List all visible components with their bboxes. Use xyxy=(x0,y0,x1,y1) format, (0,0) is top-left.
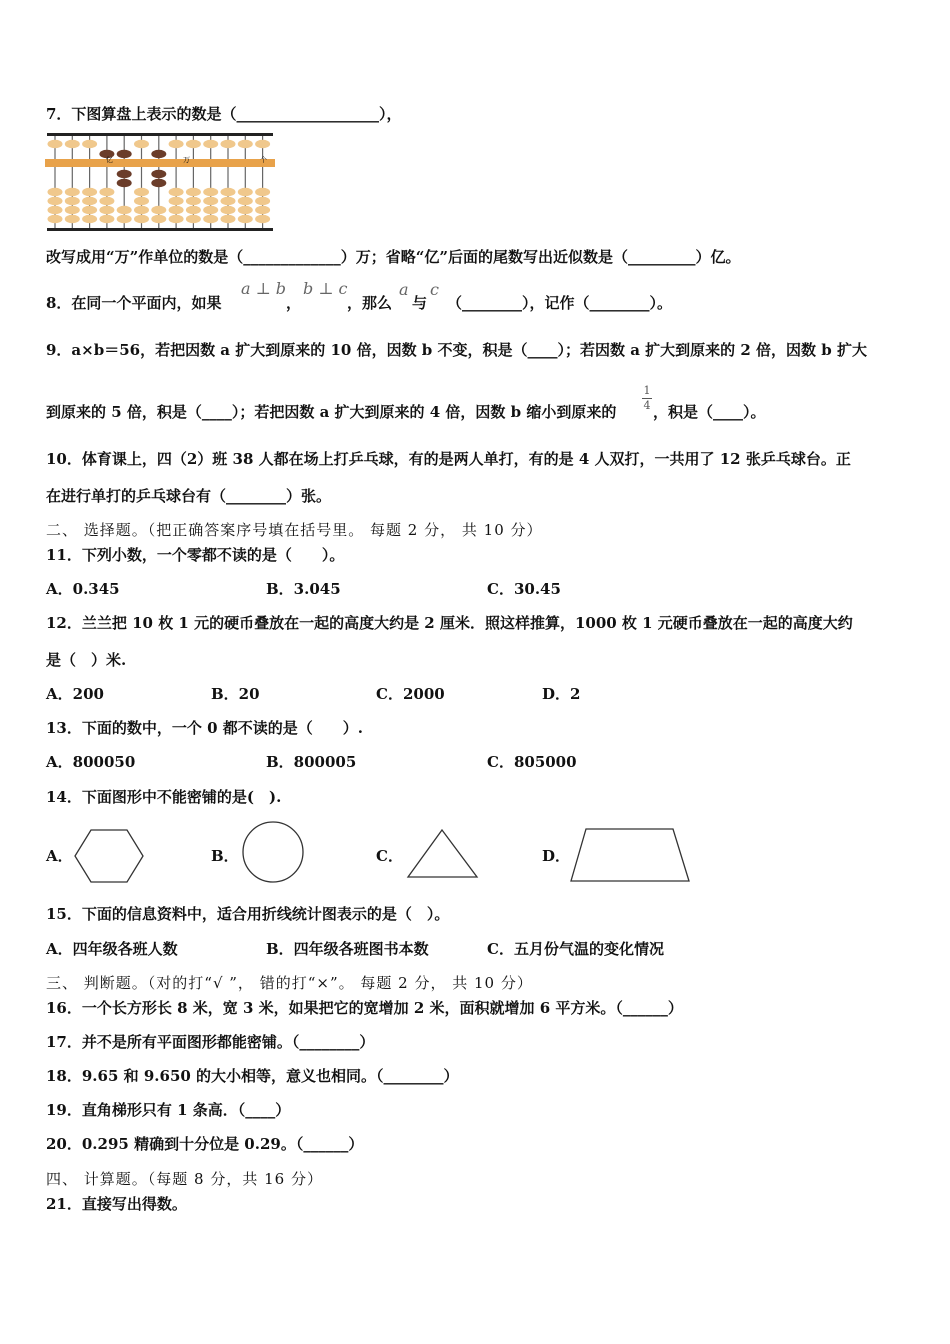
q9-frac-den: 4 xyxy=(643,399,651,412)
q7-text2: 改写成用“万”作单位的数是（_____________）万；省略“亿”后面的尾数写出近似数是（_________）亿。 xyxy=(46,248,741,266)
abacus-bead xyxy=(255,197,270,205)
abacus-label-wan: 万 xyxy=(183,156,190,164)
abacus-bead xyxy=(238,206,253,214)
abacus-bead xyxy=(65,188,80,196)
abacus-bead xyxy=(186,197,201,205)
abacus-bead xyxy=(255,188,270,196)
section-3-heading: 三、 判断题。（对的打“√ ”， 错的打“×”。 每题 2 分， 共 10 分） xyxy=(46,974,533,992)
abacus-bead xyxy=(255,215,270,223)
q14-option-a: A． xyxy=(46,847,73,865)
q19-text: 19．直角梯形只有 1 条高．（____） xyxy=(46,1101,291,1119)
abacus-bead xyxy=(203,206,218,214)
section-4-heading: 四、 计算题。（每题 8 分，共 16 分） xyxy=(46,1170,323,1188)
q17-text: 17．并不是所有平面图形都能密铺。（________） xyxy=(46,1033,375,1051)
q11-option-b: B．3.045 xyxy=(266,580,341,598)
trapezoid-shape xyxy=(569,826,691,884)
q8-prefix: 8．在同一个平面内，如果 xyxy=(46,294,222,312)
q8-suffix: （________），记作（________）。 xyxy=(447,294,673,312)
abacus-bead xyxy=(82,197,97,205)
q14-text: 14．下面图形中不能密铺的是( ). xyxy=(46,788,282,806)
q18-text: 18．9.65 和 9.650 的大小相等，意义也相同。（________） xyxy=(46,1067,459,1085)
triangle-shape xyxy=(407,829,479,879)
abacus-bead xyxy=(117,215,132,223)
abacus-bead xyxy=(186,140,201,148)
abacus-bead xyxy=(82,188,97,196)
q8-sep: ， xyxy=(286,294,302,312)
abacus-bead xyxy=(203,197,218,205)
hexagon-shape xyxy=(74,829,144,884)
abacus-bead xyxy=(151,179,166,187)
q9-fraction xyxy=(642,385,652,412)
abacus-bead xyxy=(48,188,63,196)
q12-option-a: A．200 xyxy=(46,685,104,703)
abacus-bead xyxy=(65,215,80,223)
abacus-image xyxy=(45,132,275,232)
abacus-bead xyxy=(82,140,97,148)
circle-shape xyxy=(242,820,306,884)
abacus-bead xyxy=(134,206,149,214)
abacus-bead xyxy=(99,215,114,223)
q11-text: 11．下列小数，一个零都不读的是（ ）。 xyxy=(46,546,345,564)
q12-option-d: D．2 xyxy=(542,685,581,703)
abacus-bead xyxy=(134,140,149,148)
abacus-bead xyxy=(99,197,114,205)
q8-and: 与 xyxy=(412,294,428,312)
abacus-bead xyxy=(186,215,201,223)
abacus-bead xyxy=(169,188,184,196)
abacus-bead xyxy=(99,206,114,214)
q8-mid: ，那么 xyxy=(347,294,393,312)
abacus-bead xyxy=(48,197,63,205)
q14-option-b: B． xyxy=(211,847,239,865)
abacus-bead xyxy=(151,150,166,158)
abacus-bead xyxy=(238,188,253,196)
abacus-bead xyxy=(221,215,236,223)
abacus-label-ge: 个 xyxy=(260,156,267,164)
abacus-bead xyxy=(221,140,236,148)
q10-line1: 10．体育课上，四（2）班 38 人都在场上打乒乓球，有的是两人单打，有的是 4 人双打，一共用了 12 张乒乓球台。正 xyxy=(46,450,851,468)
abacus-bead xyxy=(169,206,184,214)
q12-option-c: C．2000 xyxy=(376,685,445,703)
abacus-bead xyxy=(82,215,97,223)
q8-var-c: c xyxy=(430,280,439,299)
q21-text: 21．直接写出得数。 xyxy=(46,1195,187,1213)
q9-line2a: 到原来的 5 倍，积是（____）；若把因数 a 扩大到原来的 4 倍，因数 b 缩小到原来的 xyxy=(46,403,617,421)
q14-option-d: D． xyxy=(542,847,571,865)
q12-line2: 是（ ）米. xyxy=(46,651,127,669)
abacus-bead xyxy=(203,140,218,148)
abacus-bead xyxy=(134,215,149,223)
abacus-bead xyxy=(169,215,184,223)
abacus-bead xyxy=(65,206,80,214)
q9-line1: 9．a×b＝56，若把因数 a 扩大到原来的 10 倍，因数 b 不变，积是（____）；若因数 a 扩大到原来的 2 倍，因数 b 扩大 xyxy=(46,341,867,359)
abacus-bead xyxy=(169,140,184,148)
q11-option-c: C．30.45 xyxy=(487,580,561,598)
q8-math-a-perp-b: a ⊥ b xyxy=(241,279,286,298)
abacus-bead xyxy=(151,206,166,214)
q16-text: 16．一个长方形长 8 米，宽 3 米，如果把它的宽增加 2 米，面积就增加 6 平方米。（______） xyxy=(46,999,683,1017)
q10-line2: 在进行单打的乒乓球台有（________）张。 xyxy=(46,487,332,505)
q13-option-b: B．800005 xyxy=(266,753,357,771)
abacus-bead xyxy=(221,188,236,196)
abacus-bead xyxy=(48,206,63,214)
q12-line1: 12．兰兰把 10 枚 1 元的硬币叠放在一起的高度大约是 2 厘米．照这样推算，1000 枚 1 元硬币叠放在一起的高度大约 xyxy=(46,614,853,632)
q8-math-b-perp-c: b ⊥ c xyxy=(303,279,348,298)
abacus-bead xyxy=(151,215,166,223)
abacus-bead xyxy=(65,197,80,205)
abacus-bead xyxy=(186,188,201,196)
q13-option-a: A．800050 xyxy=(46,753,136,771)
abacus-bead xyxy=(255,140,270,148)
abacus-bead xyxy=(99,188,114,196)
abacus-label-yi: 亿 xyxy=(106,156,113,164)
abacus-bead xyxy=(238,197,253,205)
q11-option-a: A．0.345 xyxy=(46,580,120,598)
abacus-bead xyxy=(186,206,201,214)
abacus-bead xyxy=(134,188,149,196)
abacus-bead xyxy=(134,197,149,205)
abacus-bead xyxy=(238,140,253,148)
abacus-bead xyxy=(221,206,236,214)
abacus-bead xyxy=(117,206,132,214)
abacus-bead xyxy=(151,170,166,178)
q15-option-a: A．四年级各班人数 xyxy=(46,940,178,958)
abacus-bead xyxy=(117,170,132,178)
q15-text: 15．下面的信息资料中，适合用折线统计图表示的是（ ）。 xyxy=(46,905,450,923)
q12-option-b: B．20 xyxy=(211,685,260,703)
q9-line2b: ，积是（____）。 xyxy=(653,403,766,421)
q13-option-c: C．805000 xyxy=(487,753,577,771)
abacus-bead xyxy=(48,215,63,223)
q7-text: 7．下图算盘上表示的数是（___________________）， xyxy=(46,105,402,123)
abacus-bead xyxy=(65,140,80,148)
q15-option-b: B．四年级各班图书本数 xyxy=(266,940,429,958)
q8-var-a: a xyxy=(399,280,409,299)
q14-option-c: C． xyxy=(376,847,403,865)
q9-frac-num: 1 xyxy=(643,384,651,397)
q20-text: 20．0.295 精确到十分位是 0.29。（______） xyxy=(46,1135,364,1153)
abacus-bead xyxy=(82,206,97,214)
q13-text: 13．下面的数中，一个 0 都不读的是（ ）. xyxy=(46,719,363,737)
abacus-bead xyxy=(48,140,63,148)
section-2-heading: 二、 选择题。（把正确答案序号填在括号里。 每题 2 分， 共 10 分） xyxy=(46,521,543,539)
abacus-bead xyxy=(117,179,132,187)
abacus-bead xyxy=(117,150,132,158)
abacus-bead xyxy=(203,215,218,223)
q15-option-c: C．五月份气温的变化情况 xyxy=(487,940,664,958)
abacus-bead xyxy=(169,197,184,205)
abacus-bead xyxy=(203,188,218,196)
abacus-bead xyxy=(221,197,236,205)
abacus-bead xyxy=(238,215,253,223)
abacus-bead xyxy=(255,206,270,214)
